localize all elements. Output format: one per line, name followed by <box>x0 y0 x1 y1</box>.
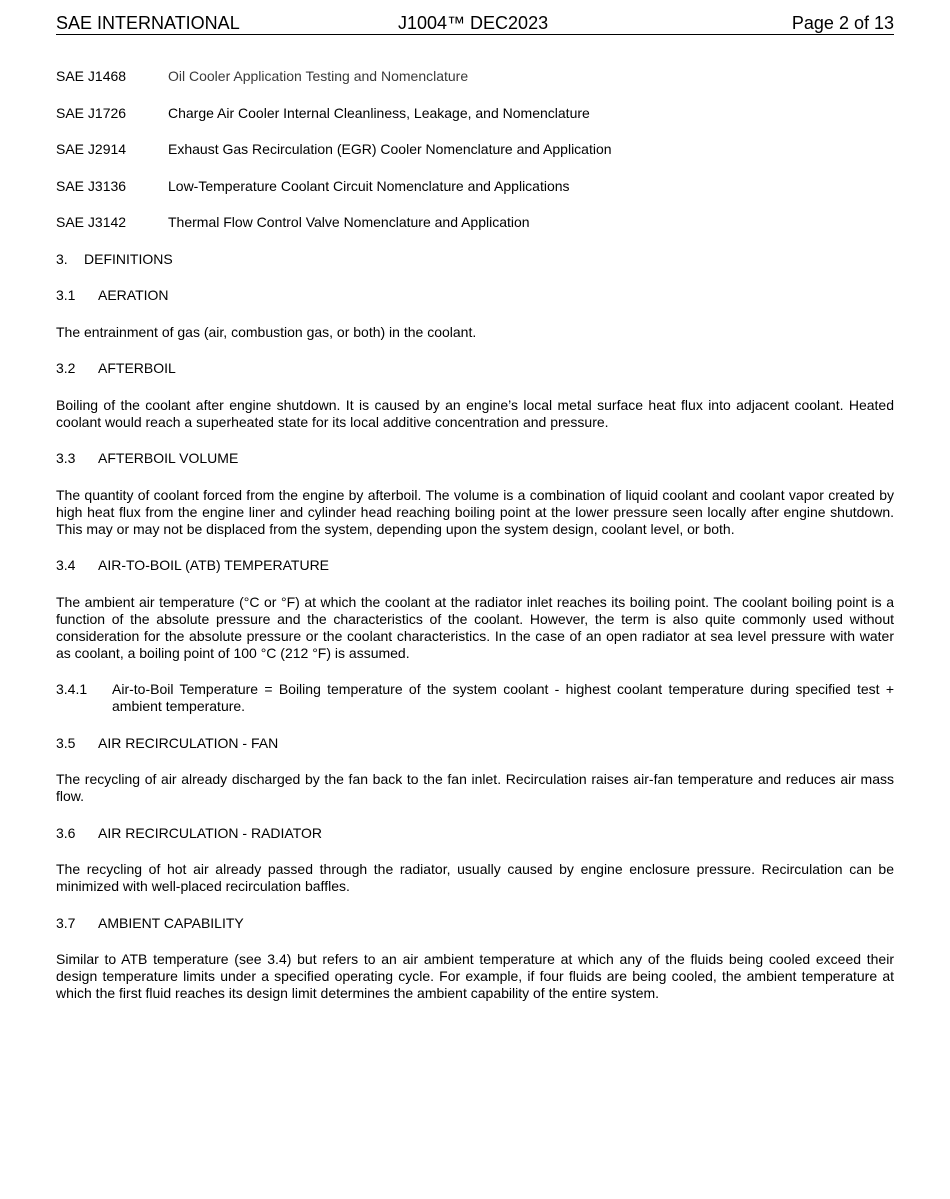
reference-title: Oil Cooler Application Testing and Nomenclature <box>168 68 469 84</box>
definition-heading <box>56 360 894 377</box>
reference-item <box>56 178 894 195</box>
definition-text: The ambient air temperature (°C or °F) at which the coolant at the radiator inlet reaches its boiling point. The coolant boiling point is a function of the absolute pressure and the characteristics of the coolant. However, the term is also quite commonly used without consideration for the absolute pressure or the coolant characteristics. In the case of an open radiator at sea level pressure with water as coolant, a boiling point of 100 °C (212 °F) is assumed. <box>56 593 894 661</box>
definition-heading <box>56 825 894 842</box>
definition-number: 3.4 <box>56 557 76 573</box>
definition-title: AFTERBOIL <box>98 360 176 376</box>
definition-number: 3.3 <box>56 450 76 466</box>
definition-heading <box>56 735 894 752</box>
definition-text: The quantity of coolant forced from the engine by afterboil. The volume is a combination of liquid coolant and coolant vapor created by high heat flux from the engine liner and cylinder head reaching boiling point at the lower pressure seen locally after engine shutdown. This may or may not be displaced from the system, depending upon the system design, coolant level, or both. <box>56 486 894 537</box>
section-heading <box>56 251 894 268</box>
reference-item <box>56 68 894 85</box>
page-header <box>56 12 894 35</box>
definition-title: AIR RECIRCULATION - RADIATOR <box>98 824 323 841</box>
reference-code: SAE J1726 <box>56 104 127 121</box>
reference-item <box>56 105 894 122</box>
definition-text: Boiling of the coolant after engine shutdown. It is caused by an engine’s local metal surface heat flux into adjacent coolant. Heated coolant would reach a superheated state for its local additive concentration and pressure. <box>56 396 894 430</box>
reference-code: SAE J1468 <box>56 68 127 84</box>
reference-code: SAE J2914 <box>56 141 127 157</box>
definition-number: 3.7 <box>56 914 76 931</box>
header-organization: SAE INTERNATIONAL <box>56 13 240 33</box>
definition-number: 3.5 <box>56 734 76 751</box>
reference-title: Charge Air Cooler Internal Cleanliness, Leakage, and Nomenclature <box>168 104 590 121</box>
definition-text: The entrainment of gas (air, combustion gas, or both) in the coolant. <box>56 323 477 340</box>
reference-item <box>56 141 894 158</box>
reference-title: Low-Temperature Coolant Circuit Nomenclature and Applications <box>168 177 570 194</box>
definition-title: AERATION <box>98 287 169 303</box>
header-document-id: J1004™ DEC2023 <box>398 13 549 33</box>
definition-number: 3.6 <box>56 824 76 841</box>
subdefinition-text: Air-to-Boil Temperature = Boiling temperature of the system coolant - highest coolant temperature during specified test + ambient temperature. <box>112 681 894 714</box>
header-page-number: Page 2 of 13 <box>791 13 894 33</box>
definition-title: AFTERBOIL VOLUME <box>98 450 239 466</box>
definition-heading <box>56 287 894 304</box>
reference-code: SAE J3142 <box>56 214 127 230</box>
reference-title: Thermal Flow Control Valve Nomenclature and Application <box>168 214 530 230</box>
subdefinition-number: 3.4.1 <box>56 681 88 697</box>
section-title: DEFINITIONS <box>84 250 173 267</box>
definition-text: Similar to ATB temperature (see 3.4) but refers to an air ambient temperature at which any of the fluids being cooled exceed their design temperature limits under a specified operating cycle. For example, if four fluids are being cooled, the ambient temperature at which the first fluid reaches its design limit determines the ambient capability of the entire system. <box>56 951 894 1001</box>
definition-heading <box>56 915 894 932</box>
reference-item <box>56 214 894 231</box>
definition-title: AIR-TO-BOIL (ATB) TEMPERATURE <box>98 557 330 573</box>
reference-code: SAE J3136 <box>56 177 127 194</box>
definition-title: AIR RECIRCULATION - FAN <box>98 734 279 751</box>
definition-text: The recycling of hot air already passed through the radiator, usually caused by engine enclosure pressure. Recirculation can be minimized with well-placed recirculation baffles. <box>56 861 894 894</box>
reference-list <box>56 68 894 231</box>
section-number: 3. <box>56 250 68 267</box>
reference-title: Exhaust Gas Recirculation (EGR) Cooler Nomenclature and Application <box>168 141 612 157</box>
subdefinition <box>56 681 894 715</box>
definition-heading <box>56 557 894 574</box>
definition-heading <box>56 450 894 467</box>
definition-text: The recycling of air already discharged by the fan back to the fan inlet. Recirculation raises air-fan temperature and reduces air mass flow. <box>56 771 894 804</box>
definition-title: AMBIENT CAPABILITY <box>98 914 244 931</box>
definition-number: 3.2 <box>56 360 76 376</box>
definition-number: 3.1 <box>56 287 76 303</box>
